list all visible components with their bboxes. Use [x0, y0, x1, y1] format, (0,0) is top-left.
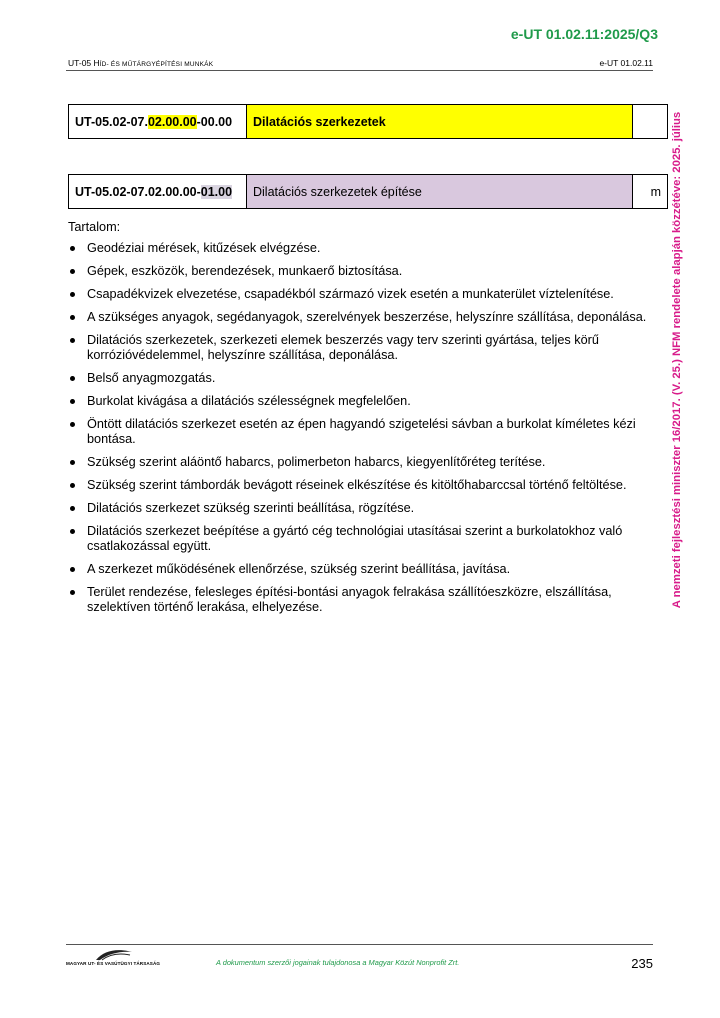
header-rule: [66, 70, 653, 71]
code-part-prefix: UT-05.02-07.02.00.00-: [75, 184, 201, 199]
list-item-text: Belső anyagmozgatás.: [87, 371, 216, 385]
item-code-table-subitem: [68, 174, 668, 209]
footer-rule: [66, 944, 653, 945]
item-code-cell: [69, 105, 247, 139]
page-number: 235: [631, 956, 653, 971]
list-item: [68, 287, 648, 302]
road-swoosh-icon: [94, 948, 134, 962]
bullet-icon: [70, 315, 75, 320]
bullet-icon: [70, 506, 75, 511]
content-label: Tartalom:: [68, 220, 121, 234]
bullet-icon: [70, 460, 75, 465]
bullet-icon: [70, 338, 75, 343]
code-part-prefix: UT-05.02-07.: [75, 114, 148, 129]
bullet-icon: [70, 246, 75, 251]
content-section: [68, 220, 648, 623]
logo-text: MAGYAR UT- ÉS VASÚTÜGYI TÁRSASÁG: [66, 961, 161, 966]
bullet-icon: [70, 567, 75, 572]
bullet-icon: [70, 529, 75, 534]
bullet-icon: [70, 292, 75, 297]
list-item-text: Szükség szerint aláöntő habarcs, polimerbeton habarcs, kiegyenlítőréteg terítése.: [87, 455, 546, 469]
code-part-highlighted: 02.00.00: [147, 114, 197, 129]
list-item-text: A szükséges anyagok, segédanyagok, szerelvények beszerzése, helyszínre szállítása, deponálása.: [87, 310, 647, 324]
code-part-highlighted: 01.00: [200, 184, 233, 199]
table-row: [69, 105, 668, 139]
list-item: [68, 501, 648, 516]
list-item: [68, 241, 648, 256]
item-unit-cell: [633, 105, 668, 139]
list-item-text: Csapadékvizek elvezetése, csapadékból származó vizek esetén a munkaterület víztelenítése.: [87, 287, 614, 301]
side-note-text: A nemzeti fejlesztési miniszter 16/2017. (V. 25.) NFM rendelete alapján közzétéve: 2025. július: [671, 111, 683, 609]
bullet-icon: [70, 269, 75, 274]
list-item-text: A szerkezet működésének ellenőrzése, szükség szerint beállítása, javítása.: [87, 562, 511, 576]
list-item-text: Burkolat kivágása a dilatációs szélességnek megfelelően.: [87, 394, 411, 408]
list-item: [68, 371, 648, 386]
header-left-smallcaps: ÍD- ÉS MŰTÁRGYÉPÍTÉSI MUNKÁK: [99, 61, 214, 68]
list-item: [68, 310, 648, 325]
code-part-suffix: -00.00: [196, 114, 233, 129]
bullet-icon: [70, 376, 75, 381]
list-item: [68, 417, 648, 447]
list-item-text: Terület rendezése, felesleges építési-bontási anyagok felrakása szállítóeszközre, elszállítása, szelektíven történő lerakása, elhelyezése.: [87, 585, 612, 614]
list-item-text: Geodéziai mérések, kitűzések elvégzése.: [87, 241, 321, 255]
item-unit-cell: m: [633, 175, 668, 209]
list-item: [68, 455, 648, 470]
list-item: [68, 585, 648, 615]
list-item-text: Öntött dilatációs szerkezet esetén az épen hagyandó szigetelési sávban a burkolat kíméletes kézi bontása.: [87, 417, 636, 446]
content-list: [68, 241, 648, 615]
list-item: [68, 562, 648, 577]
bullet-icon: [70, 399, 75, 404]
list-item-text: Gépek, eszközök, berendezések, munkaerő biztosítása.: [87, 264, 403, 278]
item-title-cell: Dilatációs szerkezetek építése: [247, 175, 633, 209]
bullet-icon: [70, 422, 75, 427]
publisher-logo: [66, 948, 161, 972]
bullet-icon: [70, 483, 75, 488]
copyright-notice: A dokumentum szerzői jogainak tulajdonosa a Magyar Közút Nonprofit Zrt.: [216, 958, 460, 967]
list-item-text: Szükség szerint támbordák bevágott réseinek elkészítése és kitöltőhabarccsal történő feltöltése.: [87, 478, 627, 492]
list-item-text: Dilatációs szerkezetek, szerkezeti elemek beszerzés vagy terv szerinti gyártása, teljes körű korrózióvédelemmel, helyszínre szállítása, deponálása.: [87, 333, 599, 362]
list-item-text: Dilatációs szerkezet beépítése a gyártó cég technológiai utasításai szerint a burkolatokhoz való csatlakozással együtt.: [87, 524, 623, 553]
list-item: [68, 264, 648, 279]
header-left-prefix: UT-05 H: [68, 58, 100, 68]
item-code-cell: [69, 175, 247, 209]
item-title-cell: Dilatációs szerkezetek: [247, 105, 633, 139]
table-row: [69, 175, 668, 209]
list-item-text: Dilatációs szerkezet szükség szerinti beállítása, rögzítése.: [87, 501, 415, 515]
list-item: [68, 478, 648, 493]
list-item: [68, 394, 648, 409]
list-item: [68, 524, 648, 554]
list-item: [68, 333, 648, 363]
bullet-icon: [70, 590, 75, 595]
item-code-table-group: [68, 104, 668, 139]
running-header-right: e-UT 01.02.11: [599, 58, 653, 68]
running-header-left: [68, 58, 213, 68]
document-code: e-UT 01.02.11:2025/Q3: [510, 26, 658, 42]
